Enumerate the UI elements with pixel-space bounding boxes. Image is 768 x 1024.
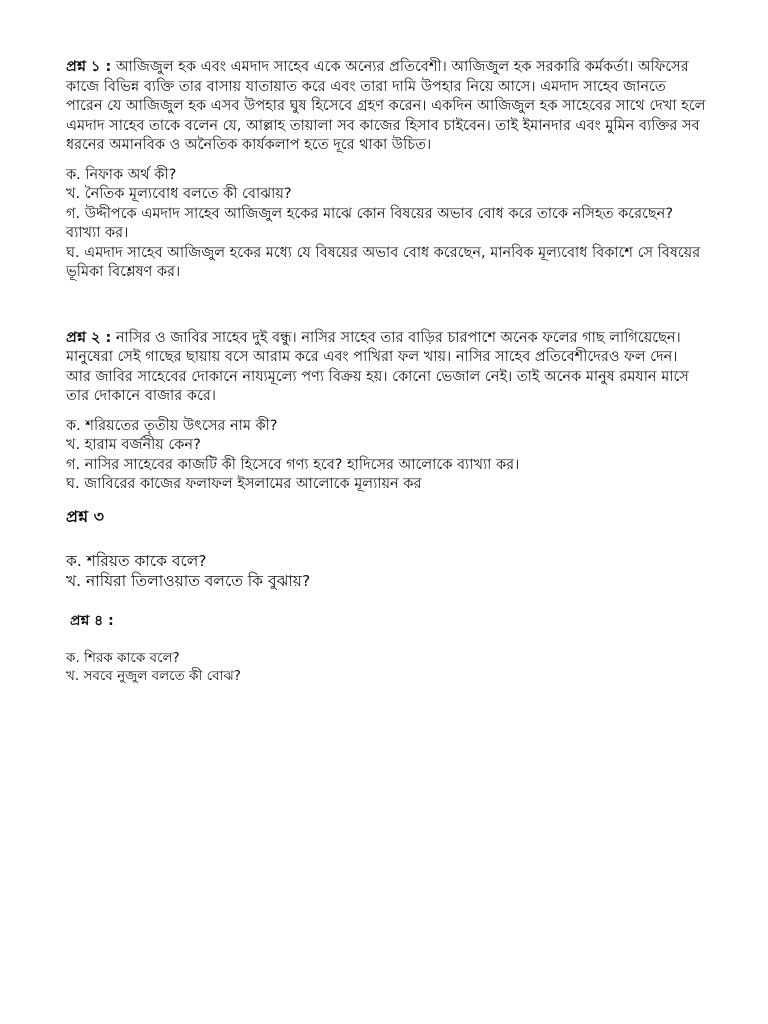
document-page <box>66 58 706 685</box>
question-2-part-kha: খ. হারাম বর্জনীয় কেন? <box>66 437 201 453</box>
question-2-stem: নাসির ও জাবির সাহেব দুই বন্ধু। নাসির সাহেব তার বাড়ির চারপাশে অনেক ফলের গাছ লাগিয়েছেন। মানুষেরা সেই গাছের ছায়ায় বসে আরাম করে এবং পাখিরা ফল খায়। নাসির সাহেব প্রতিবেশীদেরও ফল দেন। আর জাবির সাহেবের দোকানে নায্যমূল্যে পণ্য বিক্রয় হয়। কোনো ভেজাল নেই। তাই অনেক মানুষ রমযান মাসে তার দোকানে বাজার করে। <box>66 329 689 404</box>
question-2-parts <box>66 417 706 495</box>
question-4-parts <box>66 649 706 685</box>
question-4 <box>66 611 706 685</box>
question-1-label: প্রশ্ন ১ : <box>66 59 112 75</box>
question-1-part-ga: গ. উদ্দীপকে এমদাদ সাহেব আজিজুল হকের মাঝে কোন বিষয়ের অভাব বোধ করে তাকে নসিহত করেছেন? ব্যাখ্যা কর। <box>66 205 674 241</box>
question-2-stem-paragraph <box>66 329 706 407</box>
question-4-part-ka: ক. শিরক কাকে বলে? <box>66 649 180 666</box>
question-4-label: প্রশ্ন ৪ : <box>70 612 114 629</box>
question-3-parts <box>66 551 706 591</box>
question-1-stem-paragraph <box>66 58 706 156</box>
question-3-part-kha: খ. নাযিরা তিলাওয়াত বলতে কি বুঝায়? <box>66 571 311 590</box>
question-1-parts <box>66 166 706 283</box>
question-2-part-gha: ঘ. জাবিরের কাজের ফলাফল ইসলামের আলোকে মূল্যায়ন কর <box>66 476 422 492</box>
question-4-part-kha: খ. সববে নুজুল বলতে কী বোঝ? <box>66 667 241 684</box>
question-2-part-ga: গ. নাসির সাহেবের কাজটি কী হিসেবে গণ্য হবে? হাদিসের আলোকে ব্যাখ্যা কর। <box>66 456 520 473</box>
question-3-part-ka: ক. শরিয়ত কাকে বলে? <box>66 551 207 570</box>
question-3 <box>66 505 706 591</box>
question-1-part-kha: খ. নৈতিক মূল্যবোধ বলতে কী বোঝায়? <box>66 186 292 202</box>
question-1-part-gha: ঘ. এমদাদ সাহেব আজিজুল হকের মধ্যে যে বিষয়ের অভাব বোধ করেছেন, মানবিক মূল্যবোধ বিকাশে সে বিষয়ের ভূমিকা বিশ্লেষণ কর। <box>66 244 701 280</box>
question-3-label: প্রশ্ন ৩ <box>66 506 104 526</box>
question-1-stem: আজিজুল হক এবং এমদাদ সাহেব একে অন্যের প্রতিবেশী। আজিজুল হক সরকারি কর্মকর্তা। অফিসের কাজে বিভিন্ন ব্যক্তি তার বাসায় যাতায়াত করে এবং তারা দামি উপহার নিয়ে আসে। এমদাদ সাহেব জানতে পারেন যে আজিজুল হক এসব উপহার ঘুষ হিসেবে গ্রহণ করেন। একদিন আজিজুল হক সাহেবের সাথে দেখা হলে এমদাদ সাহেব তাকে বলেন যে, আল্লাহ তায়ালা সব কাজের হিসাব চাইবেন। তাই ইমানদার এবং মুমিন ব্যক্তির সব ধরনের অমানবিক ও অনৈতিক কার্যকলাপ হতে দূরে থাকা উচিত। <box>66 59 706 153</box>
question-2-part-ka: ক. শরিয়তের তৃতীয় উৎসের নাম কী? <box>66 417 278 434</box>
question-1-part-ka: ক. নিফাক অর্থ কী? <box>66 166 177 183</box>
question-1 <box>66 58 706 283</box>
question-2-label: প্রশ্ন ২ : <box>66 329 112 346</box>
question-2 <box>66 329 706 495</box>
